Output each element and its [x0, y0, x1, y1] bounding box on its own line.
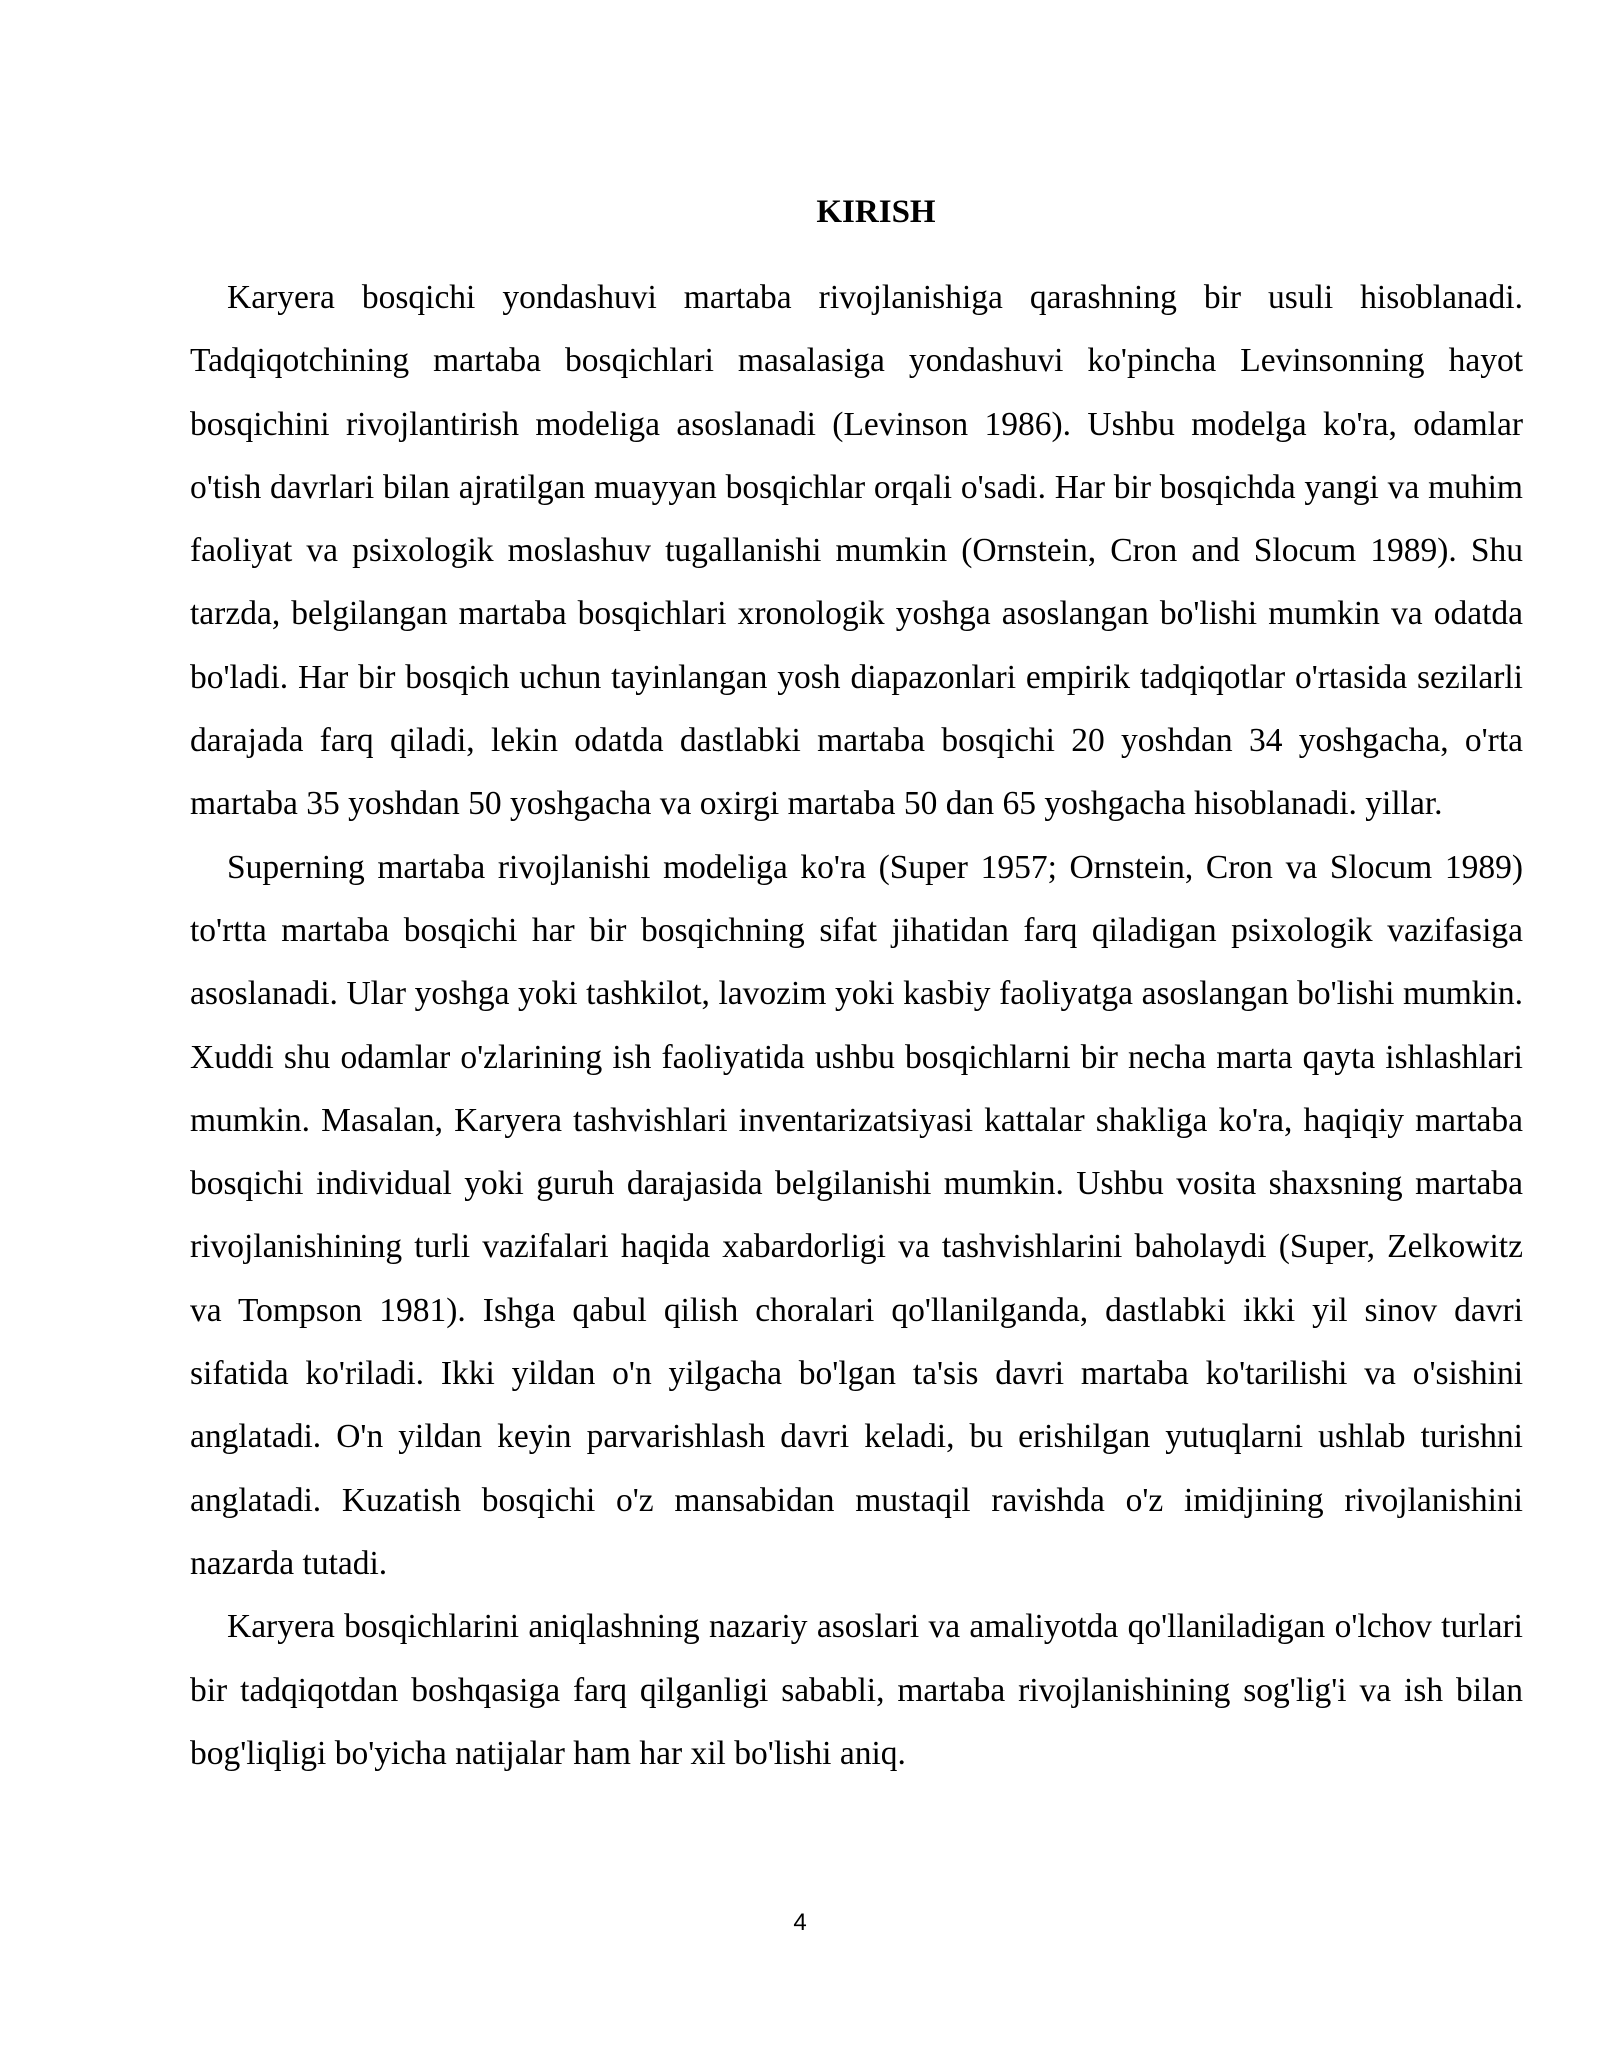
paragraph-2: Superning martaba rivojlanishi modeliga ko'ra (Super 1957; Ornstein, Cron va Slocum 1989) to'rtta martaba bosqichi har bir bosqichning sifat jihatidan farq qiladigan psixologik vazifasiga asoslanadi. Ular yoshga yoki tashkilot, lavozim yoki kasbiy faoliyatga asoslangan bo'lishi mumkin. Xuddi shu odamlar o'zlarining ish faoliyatida ushbu bosqichlarni bir necha marta qayta ishlashlari mumkin. Masalan, Karyera tashvishlari inventarizatsiyasi kattalar shakliga ko'ra, haqiqiy martaba bosqichi individual yoki guruh darajasida belgilanishi mumkin. Ushbu vosita shaxsning martaba rivojlanishining turli vazifalari haqida xabardorligi va tashvishlarini baholaydi (Super, Zelkowitz va Tompson 1981). Ishga qabul qilish choralari qo'llanilganda, dastlabki ikki yil sinov davri sifatida ko'riladi. Ikki yildan o'n yilgacha bo'lgan ta'sis davri martaba ko'tarilishi va o'sishini anglatadi. O'n yildan keyin parvarishlash davri keladi, bu erishilgan yutuqlarni ushlab turishni anglatadi. Kuzatish bosqichi o'z mansabidan mustaqil ravishda o'z imidjining rivojlanishini nazarda tutadi. — [190, 848, 1523, 1582]
paragraph-1: Karyera bosqichi yondashuvi martaba rivojlanishiga qarashning bir usuli hisoblanadi. Tadqiqotchining martaba bosqichlari masalasiga yondashuvi ko'pincha Levinsonning hayot bosqichini rivojlantirish modeliga asoslanadi (Levinson 1986). Ushbu modelga ko'ra, odamlar o'tish davrlari bilan ajratilgan muayyan bosqichlar orqali o'sadi. Har bir bosqichda yangi va muhim faoliyat va psixologik moslashuv tugallanishi mumkin (Ornstein, Cron and Slocum 1989). Shu tarzda, belgilangan martaba bosqichlari xronologik yoshga asoslangan bo'lishi mumkin va odatda bo'ladi. Har bir bosqich uchun tayinlangan yosh diapazonlari empirik tadqiqotlar o'rtasida sezilarli darajada farq qiladi, lekin odatda dastlabki martaba bosqichi 20 yoshdan 34 yoshgacha, o'rta martaba 35 yoshdan 50 yoshgacha va oxirgi martaba 50 dan 65 yoshgacha hisoblanadi. yillar. — [190, 279, 1523, 823]
paragraph-3: Karyera bosqichlarini aniqlashning nazariy asoslari va amaliyotda qo'llaniladigan o'lchov turlari bir tadqiqotdan boshqasiga farq qilganligi sababli, martaba rivojlanishining sog'lig'i va ish bilan bog'liqligi bo'yicha natijalar ham har xil bo'lishi aniq. — [190, 1608, 1523, 1772]
section-heading: KIRISH — [816, 194, 936, 230]
page-number: 4 — [793, 1909, 807, 1936]
body-text — [190, 266, 1523, 1785]
